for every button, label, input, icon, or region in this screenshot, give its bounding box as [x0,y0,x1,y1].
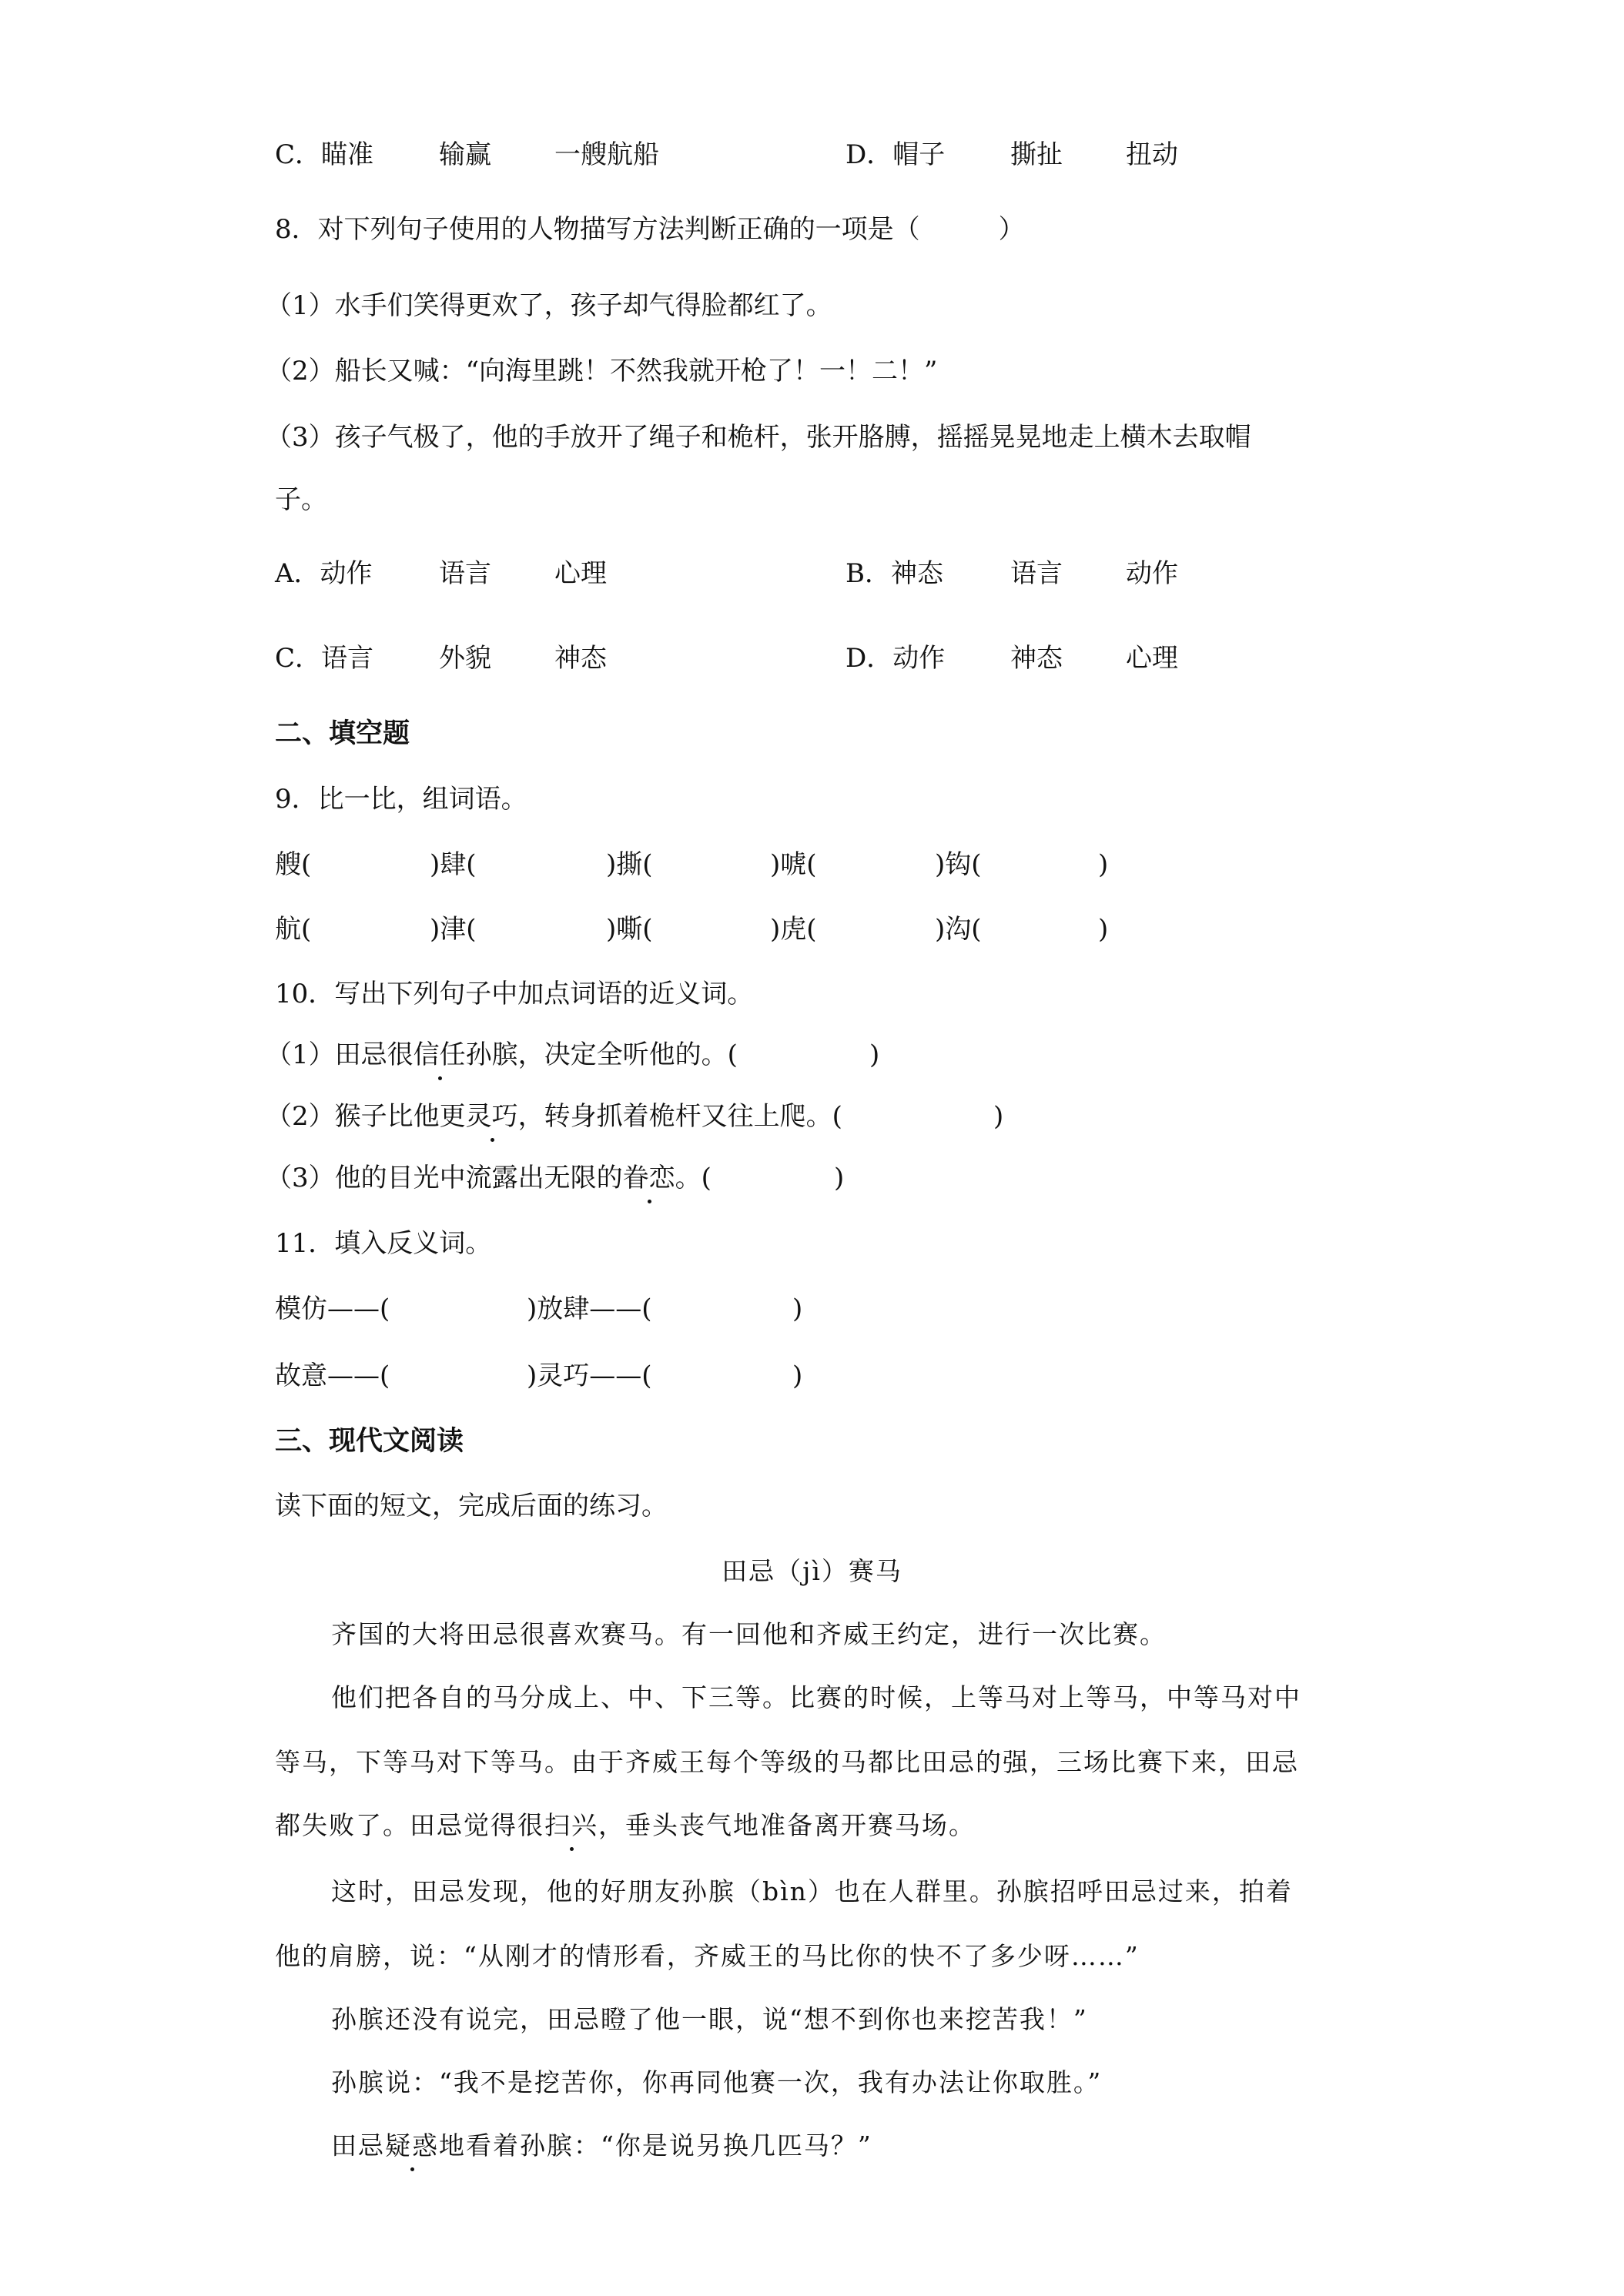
q9-row2-cell-3: )嘶( [606,914,653,945]
q11-row1-cell-1: 模仿——( [275,1294,390,1324]
q10-sentence-3 [266,1159,845,1197]
q8-sentence-3-line-1: （3）孩子气极了，他的手放开了绳子和桅杆，张开胳膊，摇摇晃晃地走上横木去取帽 [266,422,1251,453]
q10-s2-dotted-word: 灵巧 [466,1097,518,1136]
q11-row2-cell-2: )灵巧——( [527,1361,652,1391]
q8-option-b-1: B．神态 [845,558,943,589]
passage-paragraph-2-line-2: 等马，下等马对下等马。由于齐威王每个等级的马都比田忌的强，三场比赛下来，田忌 [275,1747,1299,1777]
q7-option-c-3: 一艘航船 [554,139,659,170]
passage-title: 田忌（jì）赛马 [722,1556,902,1586]
q7-option-d-1: D．帽子 [845,139,946,170]
q10-s1-pre: （1）田忌很 [266,1039,414,1070]
q8-option-c-2: 外貌 [439,643,491,674]
q9-row1-cell-4: )唬( [770,849,817,880]
q8-sentence-2: （2）船长又喊：“向海里跳！不然我就开枪了！一！二！” [266,356,938,387]
passage-paragraph-3-line-1: 这时，田忌发现，他的好朋友孙膑（bìn）也在人群里。孙膑招呼田忌过来，拍着 [331,1876,1293,1906]
q10-sentence-2 [266,1097,1004,1136]
passage-paragraph-2-line-3 [275,1806,976,1845]
q9-row1-cell-1: 艘( [275,849,312,880]
q8-sentence-3-line-2: 子。 [275,484,327,515]
q7-option-d-2: 撕扯 [1010,139,1063,170]
q9-row1-cell-5: )钩( [935,849,982,880]
q9-row2-cell-1: 航( [275,914,312,945]
section-3-heading: 三、现代文阅读 [275,1425,464,1457]
q9-row2-cell-6: ) [1098,914,1109,945]
reading-intro: 读下面的短文，完成后面的练习。 [275,1491,668,1521]
q10-s2-pre: （2）猴子比他更 [266,1101,466,1132]
q7-option-c-2: 输赢 [439,139,491,170]
q9-row1-cell-3: )撕( [606,849,653,880]
q10-s3-post: 。( [675,1163,712,1193]
q10-sentence-1 [266,1036,880,1074]
q9-row2-cell-2: )津( [430,914,477,945]
passage-paragraph-3-line-2: 他的肩膀，说：“从刚才的情形看，齐威王的马比你的快不了多少呀……” [275,1941,1140,1971]
p2c-pre: 都失败了。田忌觉得很 [275,1810,544,1840]
q8-option-a-3: 心理 [554,558,607,589]
q10-s1-post: 孙膑，决定全听他的。( [465,1039,738,1070]
passage-dotted-word-saoxing: 扫兴 [544,1806,598,1845]
q11-row2-cell-3: ) [792,1361,803,1391]
passage-paragraph-5: 孙膑说：“我不是挖苦你，你再同他赛一次，我有办法让你取胜。” [331,2067,1103,2097]
q7-option-d-3: 扭动 [1126,139,1178,170]
q9-stem: 9．比一比，组词语。 [275,784,527,815]
p6-pre: 田忌 [331,2130,385,2160]
passage-dotted-word-yihuo: 疑惑 [385,2127,439,2165]
p2c-post: ，垂头丧气地准备离开赛马场。 [598,1810,976,1840]
q9-row1-cell-2: )肆( [430,849,477,880]
q8-sentence-1: （1）水手们笑得更欢了，孩子却气得脸都红了。 [266,290,832,321]
q11-stem: 11．填入反义词。 [275,1228,492,1259]
q8-option-a-1: A．动作 [275,558,373,589]
q10-s3-dotted-word: 眷恋 [623,1159,675,1197]
q10-s1-close: ) [869,1039,880,1070]
q11-row2-cell-1: 故意——( [275,1361,390,1391]
q9-row2-cell-4: )虎( [770,914,817,945]
passage-paragraph-2-line-1: 他们把各自的马分成上、中、下三等。比赛的时候，上等马对上等马，中等马对中 [331,1682,1301,1712]
q10-s3-close: ) [834,1163,845,1193]
q8-option-c-1: C．语言 [275,643,374,674]
passage-paragraph-6 [331,2127,872,2165]
q8-option-c-3: 神态 [554,643,607,674]
q11-row1-cell-2: )放肆——( [527,1294,652,1324]
passage-paragraph-4: 孙膑还没有说完，田忌瞪了他一眼，说“想不到你也来挖苦我！” [331,2004,1088,2034]
q8-option-d-1: D．动作 [845,643,946,674]
q10-s1-dotted-word: 信任 [414,1036,466,1074]
q8-stem: 8．对下列句子使用的人物描写方法判断正确的一项是（ ） [275,214,1025,245]
q10-s2-close: ) [993,1101,1004,1132]
q9-row1-cell-6: ) [1098,849,1109,880]
q9-row2-cell-5: )沟( [935,914,982,945]
q10-stem: 10．写出下列句子中加点词语的近义词。 [275,979,754,1009]
section-2-heading: 二、填空题 [275,718,410,749]
passage-paragraph-1: 齐国的大将田忌很喜欢赛马。有一回他和齐威王约定，进行一次比赛。 [331,1619,1167,1649]
q11-row1-cell-3: ) [792,1294,803,1324]
q8-option-a-2: 语言 [439,558,491,589]
q8-option-b-2: 语言 [1010,558,1063,589]
q7-option-c-1: C．瞄准 [275,139,374,170]
q8-option-b-3: 动作 [1126,558,1178,589]
q8-option-d-2: 神态 [1010,643,1063,674]
q10-s3-pre: （3）他的目光中流露出无限的 [266,1163,623,1193]
q8-option-d-3: 心理 [1126,643,1178,674]
p6-post: 地看着孙膑：“你是说另换几匹马？” [439,2130,872,2160]
q10-s2-post: ，转身抓着桅杆又往上爬。( [517,1101,842,1132]
